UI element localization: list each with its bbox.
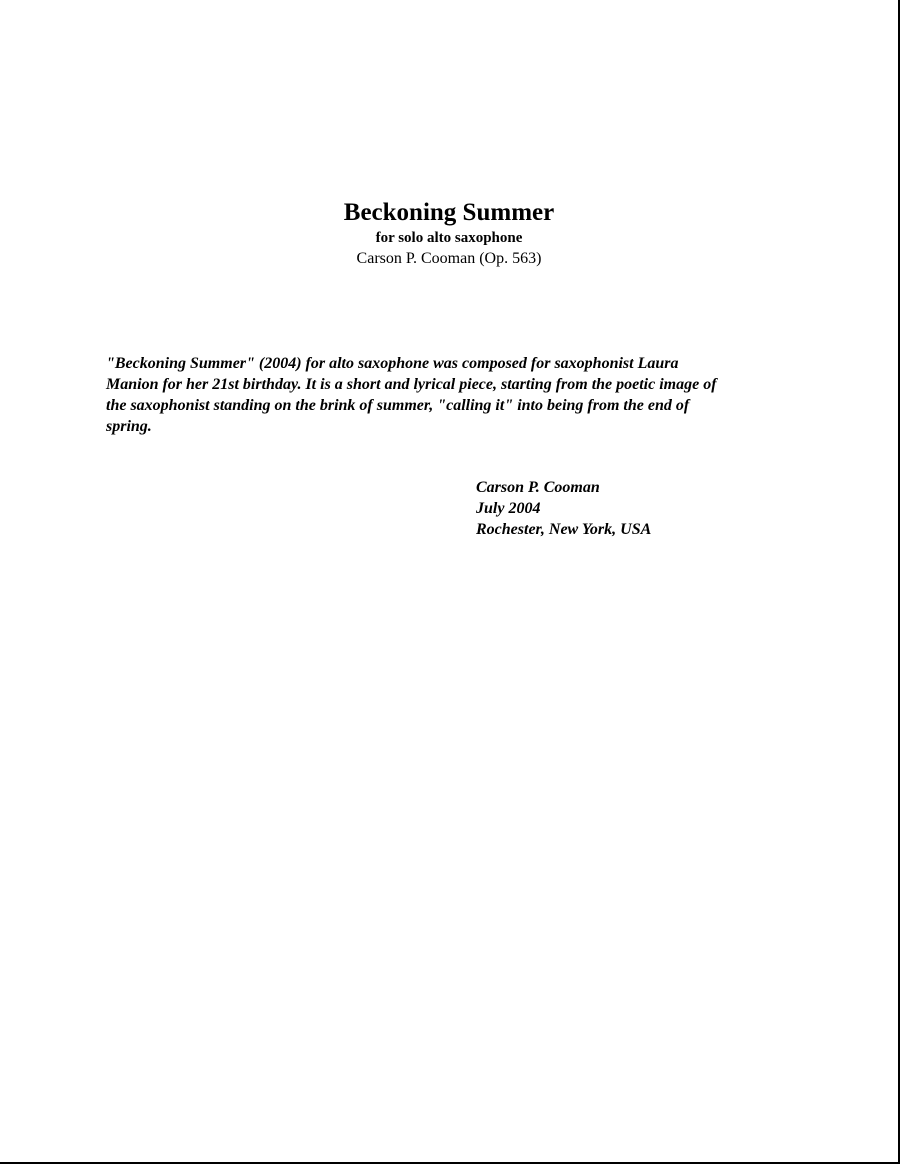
program-note-line: the saxophonist standing on the brink of summer, "calling it" into being from the end of [106, 397, 690, 414]
signature-place: Rochester, New York, USA [476, 521, 652, 538]
instrumentation: for solo alto saxophone [375, 230, 523, 246]
program-note-line: spring. [106, 418, 152, 435]
program-note-line: Manion for her 21st birthday. It is a short and lyrical piece, starting from the poetic image of [106, 376, 717, 393]
composer-line: Carson P. Cooman (Op. 563) [356, 250, 542, 267]
program-note [106, 353, 806, 437]
signature-block [476, 477, 651, 540]
signature-date: July 2004 [476, 500, 541, 517]
program-note-line: "Beckoning Summer" (2004) for alto saxophone was composed for saxophonist Laura [106, 355, 679, 372]
signature-name: Carson P. Cooman [476, 479, 600, 496]
title-block [0, 198, 898, 269]
piece-title: Beckoning Summer [343, 199, 555, 226]
